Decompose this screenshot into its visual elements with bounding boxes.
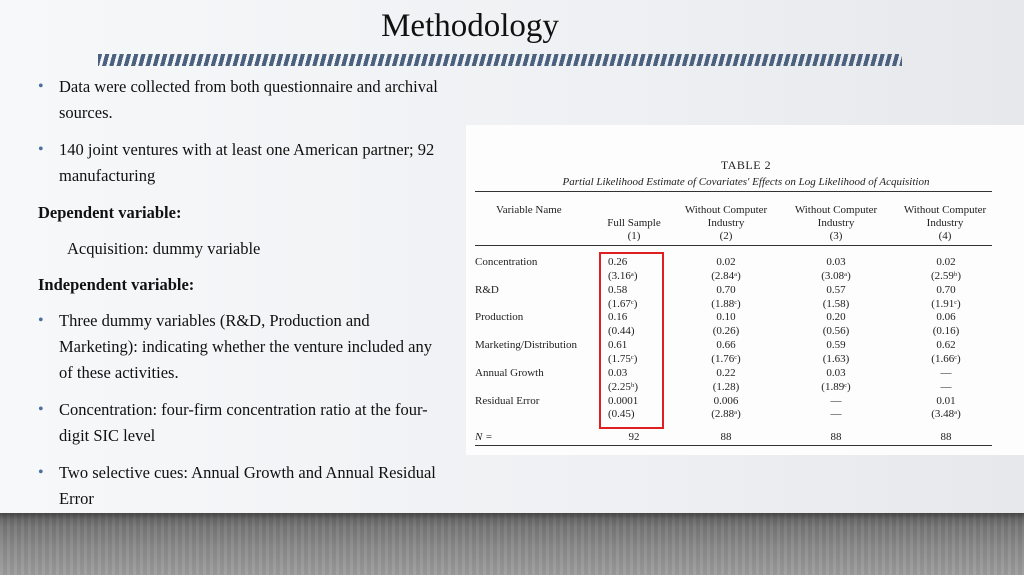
table-cell: 0.62 [936,339,956,352]
table-row-label: Annual Growth [475,366,544,379]
slide-body [38,74,448,523]
table-cell: 0.20 [826,311,846,324]
table-header-col4: Without Computer Industry (4) [903,204,987,242]
table-n-label: N = [475,431,493,443]
bullet-item [38,397,448,449]
table-row-label: Residual Error [475,394,540,407]
table-cell: (0.44) [608,325,635,338]
table-header-col2: Without Computer Industry (2) [684,204,768,242]
table-cell: (2.88ᵃ) [711,408,741,421]
table-cell: 0.0001 [608,394,639,407]
bullet-icon: • [38,312,44,329]
table-cell: (3.08ᵃ) [821,269,851,282]
table-cell: (0.26) [712,325,740,338]
table-cell: (1.91ᶜ) [931,297,961,310]
highlight-box [599,252,664,429]
table-cell: (1.76ᶜ) [711,352,741,365]
decorative-stripe [98,54,902,66]
table-cell: (2.84ᵃ) [711,269,741,282]
table-header-col3: Without Computer Industry (3) [794,204,878,242]
bullet-item [38,137,448,189]
table-cell: — [940,380,952,393]
table-cell: 0.61 [608,339,628,352]
bullet-item [38,74,448,126]
bullet-text: Three dummy variables (R&D, Production and Marketing): indicating whether the venture included any of these activities. [59,311,432,382]
bullet-text: 140 joint ventures with at least one American partner; 92 manufacturing [59,140,435,185]
table-row-label: Marketing/Distribution [475,339,578,352]
table-rule [475,245,992,246]
table-cell: (0.16) [932,325,960,338]
table-cell: 0.70 [716,283,736,296]
decorative-floor [0,513,1024,575]
table-title: TABLE 2 [720,158,772,172]
table-cell: — [830,408,842,421]
table-cell: 0.01 [936,394,956,407]
table-cell: — [940,366,952,379]
table-cell: 0.03 [826,256,846,268]
bullet-item [38,308,448,386]
table-cell: (3.48ᵃ) [931,408,961,421]
bullet-text: Concentration: four-firm concentration ratio at the four-digit SIC level [59,400,428,445]
table-n-value: 88 [940,431,952,443]
table-row-label: R&D [475,283,499,296]
table-cell: (1.28) [712,380,740,393]
table-rule [475,445,992,446]
table-cell: (1.89ᶜ) [821,380,851,393]
bullet-item [38,460,448,512]
bullet-text: Data were collected from both questionnaire and archival sources. [59,77,438,122]
table-cell: (2.59ᵇ) [931,269,961,282]
table-row-label: Concentration [475,256,538,268]
table-cell: (0.56) [822,325,850,338]
bullet-icon: • [38,141,44,158]
table-header-variable: Variable Name [496,204,562,216]
slide-title: Methodology [381,8,559,44]
table-n-value: 92 [628,431,640,443]
bullet-icon: • [38,78,44,95]
table-cell: 0.006 [713,394,739,407]
table-cell: — [830,394,842,407]
bullet-icon: • [38,464,44,481]
table-cell: 0.03 [826,366,846,379]
table-n-value: 88 [830,431,842,443]
table-row-label: Production [475,311,524,324]
table-n-value: 88 [720,431,732,443]
table-cell: (1.58) [822,297,850,310]
table-cell: 0.02 [936,256,956,268]
independent-variable-heading: Independent variable: [38,275,195,294]
dependent-variable-text: Acquisition: dummy variable [67,239,261,258]
table-cell: 0.03 [608,366,628,379]
table-cell: 0.16 [608,311,628,324]
table-cell: 0.02 [716,256,736,268]
table-cell: 0.26 [608,256,628,268]
table-cell: (0.45) [608,408,635,421]
bullet-icon: • [38,401,44,418]
dependent-variable-heading: Dependent variable: [38,203,182,222]
table-cell: 0.06 [936,311,956,324]
table-cell: (1.66ᶜ) [931,352,961,365]
table-cell: 0.22 [716,366,736,379]
results-table-image [466,125,1024,455]
table-cell: (1.88ᶜ) [711,297,741,310]
table-cell: (1.75ᶜ) [608,352,638,365]
table-cell: (1.63) [822,352,850,365]
table-cell: 0.66 [716,339,736,352]
table-rule [475,191,992,192]
table-header-col1: Full Sample (1) [607,217,661,242]
table-cell: 0.10 [716,311,736,324]
table-cell: (3.16ᵃ) [608,269,638,282]
table-cell: (1.67ᶜ) [608,297,638,310]
table-cell: 0.59 [826,339,846,352]
table-cell: 0.58 [608,283,628,296]
table-cell: (2.25ᵇ) [608,380,638,393]
table-cell: 0.70 [936,283,956,296]
table-cell: 0.57 [826,283,846,296]
bullet-text: Two selective cues: Annual Growth and Annual Residual Error [59,463,436,508]
table-subtitle: Partial Likelihood Estimate of Covariates' Effects on Log Likelihood of Acquisition [562,176,930,188]
